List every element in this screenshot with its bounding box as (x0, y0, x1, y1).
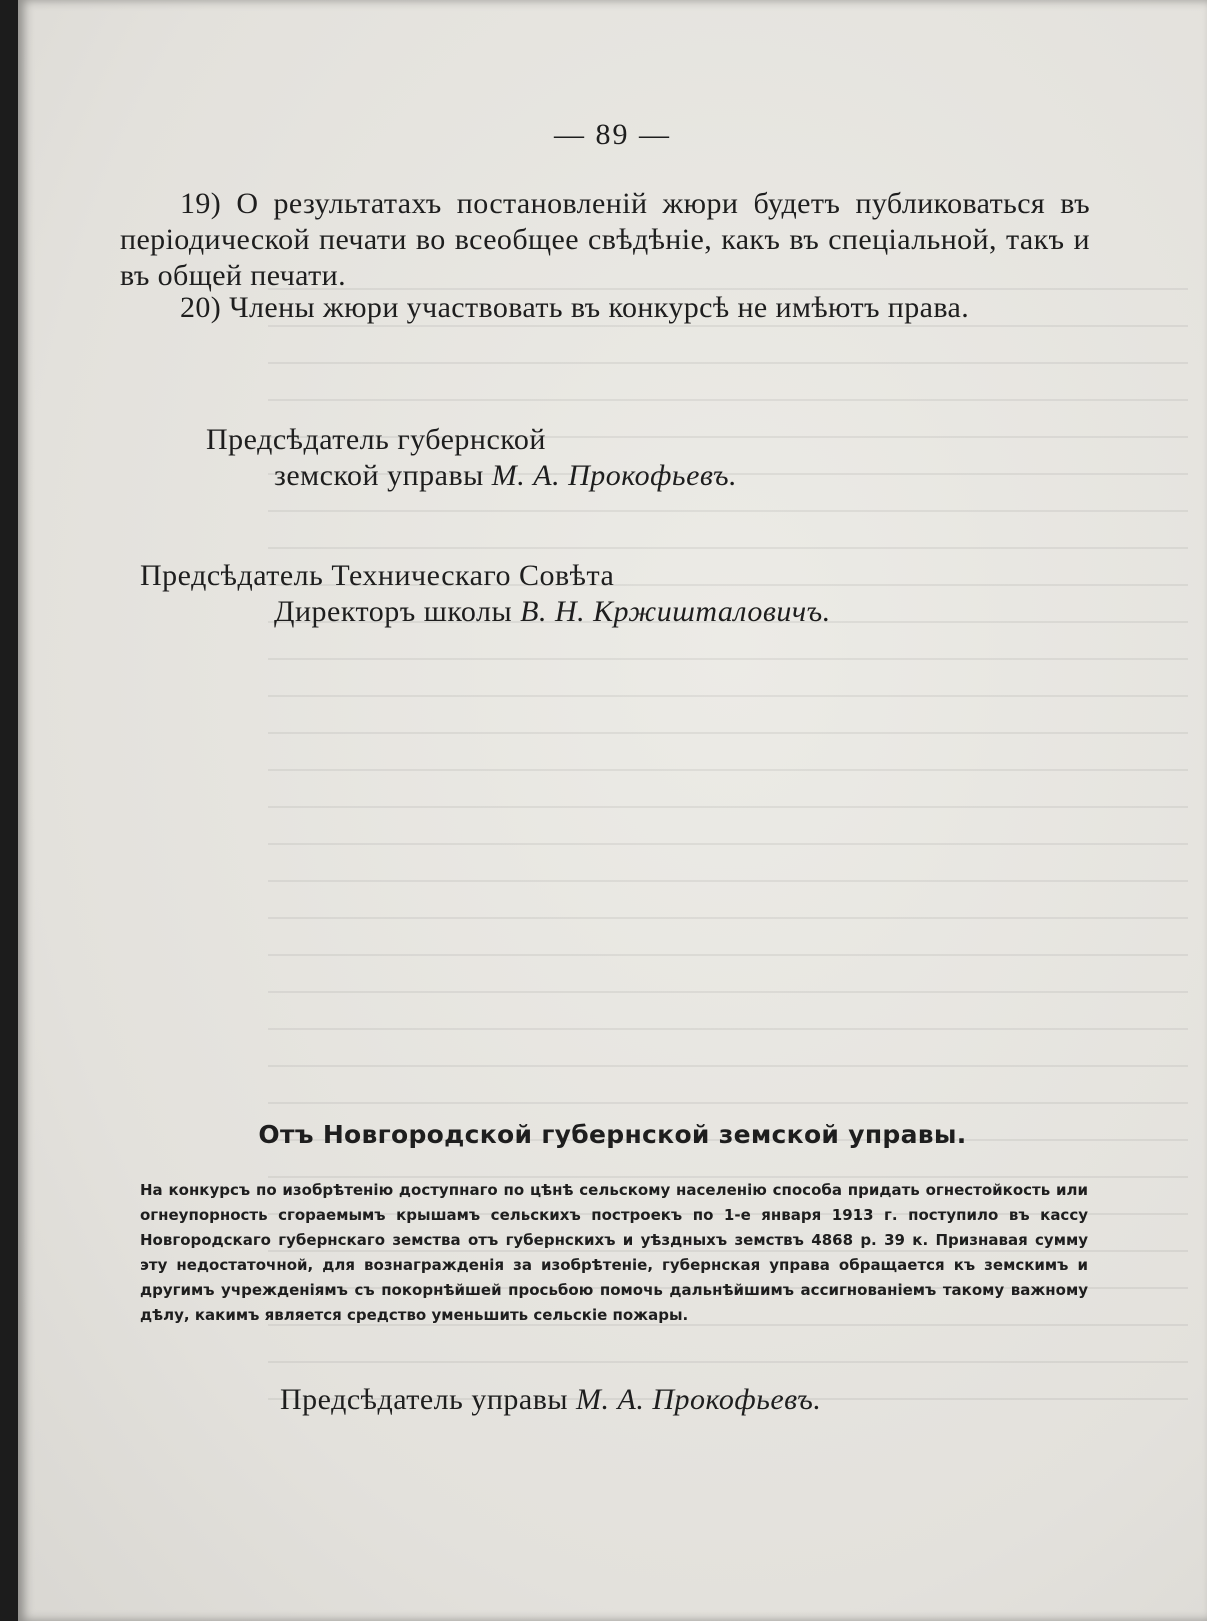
signature-3-name: М. А. Прокофьевъ. (576, 1383, 822, 1416)
document-page (18, 0, 1207, 1621)
signature-1-prefix: земской управы (274, 459, 484, 492)
signature-3-line (280, 1382, 821, 1418)
signature-3-prefix: Предсѣдатель управы (280, 1383, 569, 1416)
signature-2-name: В. Н. Кржишталовичъ. (520, 595, 831, 628)
signature-2-prefix: Директоръ школы (274, 595, 513, 628)
signature-2-line (274, 594, 831, 630)
paragraph-20: 20) Члены жюри участвовать въ конкурсѣ не имѣютъ права. (180, 291, 970, 324)
signature-1-title: Предсѣдатель губернской (206, 423, 546, 456)
notice-heading: Отъ Новгородской губернской земской управы. (258, 1120, 967, 1149)
notice-body: На конкурсъ по изобрѣтенію доступнаго по цѣнѣ сельскому населенію способа придать огнестойкость или огнеупорность сгораемымъ крышамъ сельскихъ построекъ по 1-е января 1913 г. поступило въ кассу Новгородскаго губернскаго земства отъ губернскихъ и уѣздныхъ земствъ 4868 р. 39 к. Признавая сумму эту недостаточной, для вознагражденія за изобрѣтеніе, губернская управа обращается къ земскимъ и другимъ учрежденіямъ съ покорнѣйшей просьбою помочь дальнѣйшимъ ассигнованіемъ такому важному дѣлу, какимъ является средство уменьшить сельскіе пожары. (140, 1181, 1088, 1324)
page-number: — 89 — (554, 118, 671, 151)
paragraph-19: 19) О результатахъ постановленій жюри будетъ публиковаться въ періодической печати во всеобщее свѣдѣніе, какъ въ спеціальной, такъ и въ общей печати. (120, 187, 1090, 292)
signature-1-line (274, 458, 737, 494)
signature-2-title: Предсѣдатель Техническаго Совѣта (140, 559, 615, 592)
signature-1-name: М. А. Прокофьевъ. (491, 459, 738, 492)
